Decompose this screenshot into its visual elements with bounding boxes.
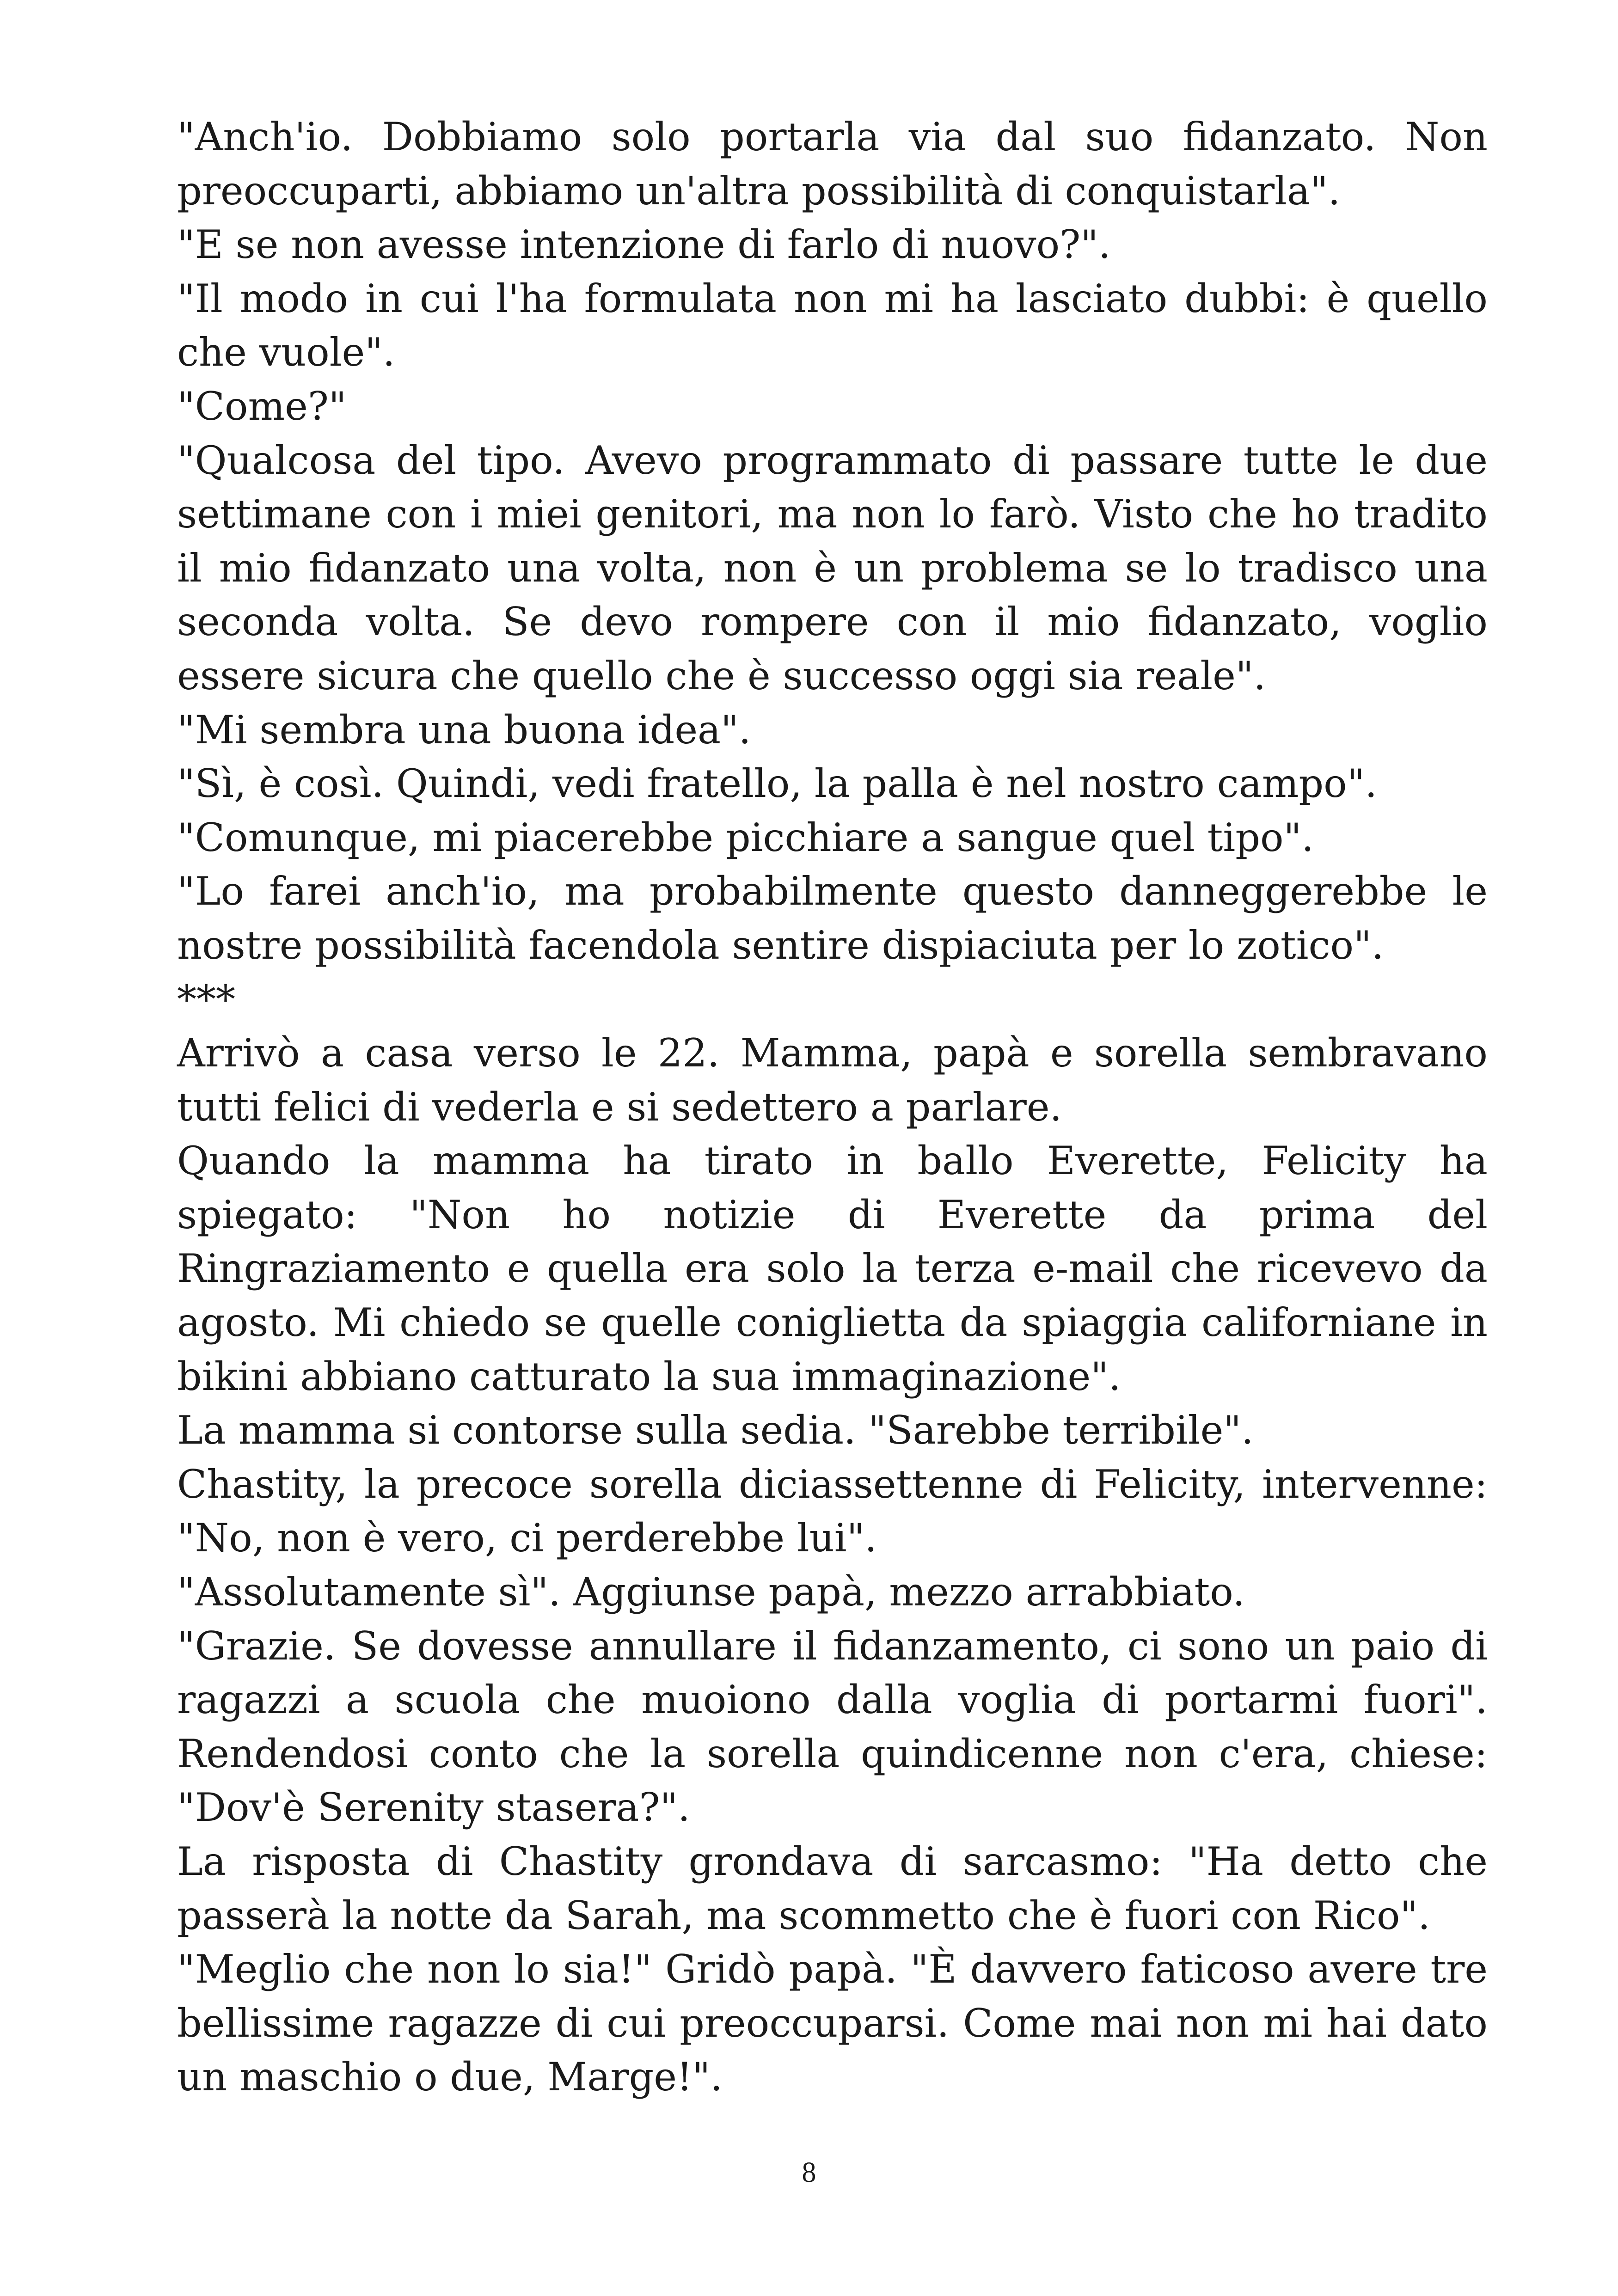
paragraph: "E se non avesse intenzione di farlo di nuovo?". (177, 222, 1111, 268)
paragraph: "Il modo in cui l'ha formulata non mi ha lasciato dubbi: è quello che vuole". (177, 276, 1488, 375)
paragraph: "Meglio che non lo sia!" Gridò papà. "È davvero faticoso avere tre bellissime ragazze di cui preoccuparsi. Come mai non mi hai dato un maschio o due, Marge!". (177, 1947, 1488, 2100)
body-text (177, 110, 1488, 2104)
page-number: 8 (802, 2157, 816, 2188)
paragraph: "Come?" (177, 383, 347, 429)
paragraph: "Anch'io. Dobbiamo solo portarla via dal suo fidanzato. Non preoccuparti, abbiamo un'altra possibilità di conquistarla". (177, 114, 1488, 214)
paragraph: "Lo farei anch'io, ma probabilmente questo danneggerebbe le nostre possibilità facendola sentire dispiaciuta per lo zotico". (177, 869, 1488, 968)
paragraph: Quando la mamma ha tirato in ballo Everette, Felicity ha spiegato: "Non ho notizie di Everette da prima del Ringraziamento e quella era solo la terza e-mail che ricevevo da agosto. Mi chiedo se quelle coniglietta da spiaggia californiane in bikini abbiano catturato la sua immaginazione". (177, 1138, 1488, 1399)
paragraph: "Assolutamente sì". Aggiunse papà, mezzo arrabbiato. (177, 1569, 1245, 1615)
paragraph: "Grazie. Se dovesse annullare il fidanzamento, ci sono un paio di ragazzi a scuola che muoiono dalla voglia di portarmi fuori". Rendendosi conto che la sorella quindicenne non c'era, chiese: "Dov'è Serenity stasera?". (177, 1623, 1488, 1831)
paragraph: "Comunque, mi piacerebbe picchiare a sangue quel tipo". (177, 814, 1314, 860)
paragraph: "Mi sembra una buona idea". (177, 707, 751, 753)
paragraph: Arrivò a casa verso le 22. Mamma, papà e sorella sembravano tutti felici di vederla e si sedettero a parlare. (177, 1030, 1488, 1130)
paragraph: Chastity, la precoce sorella diciassettenne di Felicity, intervenne: "No, non è vero, ci perderebbe lui". (177, 1461, 1488, 1561)
paragraph: "Sì, è così. Quindi, vedi fratello, la palla è nel nostro campo". (177, 761, 1378, 807)
paragraph: La risposta di Chastity grondava di sarcasmo: "Ha detto che passerà la notte da Sarah, ma scommetto che è fuori con Rico". (177, 1839, 1488, 1938)
paragraph: La mamma si contorse sulla sedia. "Sarebbe terribile". (177, 1408, 1254, 1453)
paragraph: "Qualcosa del tipo. Avevo programmato di passare tutte le due settimane con i miei genitori, ma non lo farò. Visto che ho tradito il mio fidanzato una volta, non è un problema se lo tradisco una seconda volta. Se devo rompere con il mio fidanzato, voglio essere sicura che quello che è successo oggi sia reale". (177, 437, 1488, 698)
scene-break: *** (177, 976, 235, 1022)
